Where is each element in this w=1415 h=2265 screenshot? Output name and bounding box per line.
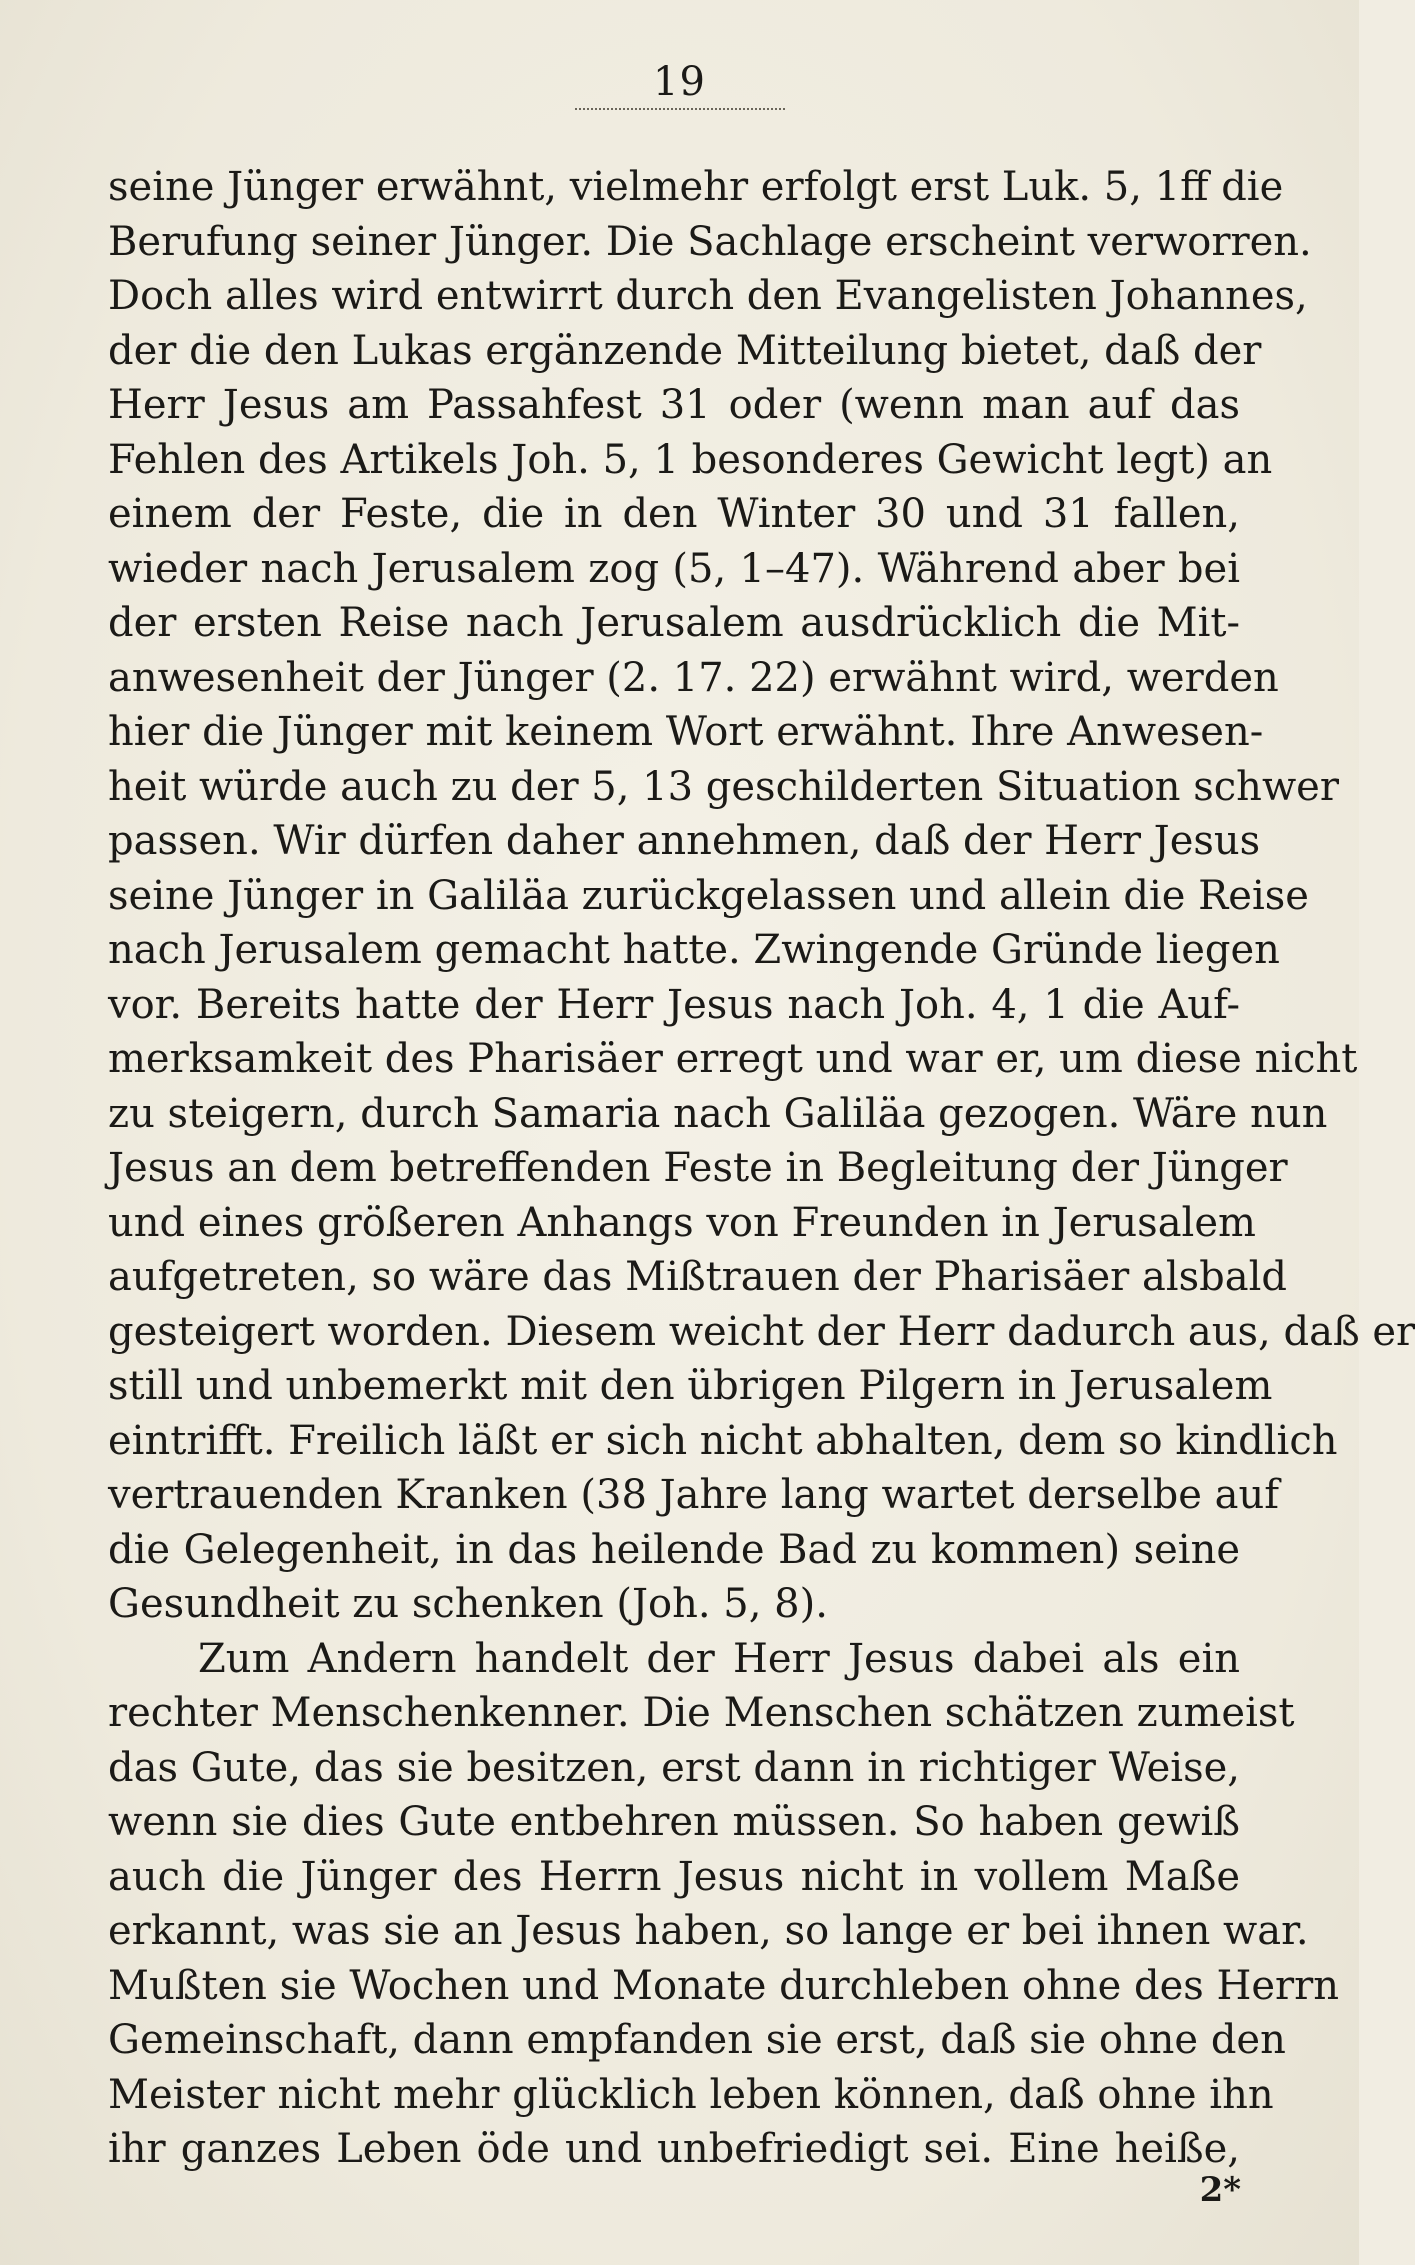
- text-line: wenn sie dies Gute entbehren müssen. So haben gewiß: [108, 1799, 1240, 1845]
- text-line: gesteigert worden. Diesem weicht der Herr dadurch aus, daß er: [108, 1308, 1415, 1355]
- text-line: merksamkeit des Pharisäer erregt und war er, um diese nicht: [108, 1036, 1358, 1082]
- printer-signature-mark: 2*: [1199, 2170, 1241, 2210]
- text-line: nach Jerusalem gemacht hatte. Zwingende Gründe liegen: [108, 927, 1280, 973]
- text-line: hier die Jünger mit keinem Wort erwähnt. Ihre Anwesen-: [108, 709, 1264, 755]
- paragraph-end-line: Gesundheit zu schenken (Joh. 5, 8).: [108, 1581, 828, 1627]
- text-line: passen. Wir dürfen daher annehmen, daß der Herr Jesus: [108, 818, 1261, 864]
- text-line: seine Jünger in Galiläa zurückgelassen und allein die Reise: [108, 872, 1309, 919]
- text-line: Gemeinschaft, dann empfanden sie erst, daß sie ohne den: [108, 2017, 1286, 2063]
- text-line: vor. Bereits hatte der Herr Jesus nach Joh. 4, 1 die Auf-: [108, 981, 1240, 1028]
- text-line: Fehlen des Artikels Joh. 5, 1 besonderes Gewicht legt) an: [108, 436, 1273, 483]
- text-line: wieder nach Jerusalem zog (5, 1–47). Während aber bei: [108, 545, 1240, 592]
- text-line: eintrifft. Freilich läßt er sich nicht abhalten, dem so kindlich: [108, 1417, 1338, 1464]
- text-line: und eines größeren Anhangs von Freunden in Jerusalem: [108, 1199, 1256, 1246]
- text-line: der ersten Reise nach Jerusalem ausdrücklich die Mit-: [108, 600, 1240, 646]
- text-line: heit würde auch zu der 5, 13 geschilderten Situation schwer: [108, 763, 1339, 810]
- text-line: der die den Lukas ergänzende Mitteilung bietet, daß der: [108, 327, 1262, 374]
- text-line: aufgetreten, so wäre das Mißtrauen der Pharisäer alsbald: [108, 1254, 1287, 1300]
- text-line: Doch alles wird entwirrt durch den Evangelisten Johannes,: [108, 273, 1308, 319]
- page-number: 19: [653, 59, 706, 105]
- header-ornament: [575, 108, 785, 120]
- text-line: zu steigern, durch Samaria nach Galiläa gezogen. Wäre nun: [108, 1090, 1328, 1137]
- text-line: rechter Menschenkenner. Die Menschen schätzen zumeist: [108, 1690, 1295, 1736]
- text-line: einem der Feste, die in den Winter 30 und 31 fallen,: [108, 491, 1240, 537]
- text-line: erkannt, was sie an Jesus haben, so lange er bei ihnen war.: [108, 1908, 1309, 1954]
- text-line: auch die Jünger des Herrn Jesus nicht in vollem Maße: [108, 1853, 1240, 1900]
- text-line: Meister nicht mehr glücklich leben können, daß ohne ihn: [108, 2071, 1274, 2118]
- body-text: [108, 160, 1415, 2177]
- text-line: anwesenheit der Jünger (2. 17. 22) erwähnt wird, werden: [108, 654, 1279, 701]
- text-line: Mußten sie Wochen und Monate durchleben ohne des Herrn: [108, 1962, 1340, 2009]
- text-line: das Gute, das sie besitzen, erst dann in richtiger Weise,: [108, 1744, 1240, 1791]
- text-line: ihr ganzes Leben öde und unbefriedigt sei. Eine heiße,: [108, 2126, 1240, 2172]
- paragraph-start-line: Zum Andern handelt der Herr Jesus dabei als ein: [198, 1635, 1240, 1682]
- text-line: still und unbemerkt mit den übrigen Pilgern in Jerusalem: [108, 1363, 1273, 1409]
- text-line: vertrauenden Kranken (38 Jahre lang wartet derselbe auf: [108, 1472, 1280, 1518]
- text-line: Berufung seiner Jünger. Die Sachlage erscheint verworren.: [108, 218, 1312, 265]
- text-line: seine Jünger erwähnt, vielmehr erfolgt erst Luk. 5, 1ff die: [108, 164, 1284, 210]
- text-line: Jesus an dem betreffenden Feste in Begleitung der Jünger: [108, 1145, 1288, 1191]
- text-line: Herr Jesus am Passahfest 31 oder (wenn man auf das: [108, 382, 1240, 428]
- text-line: die Gelegenheit, in das heilende Bad zu kommen) seine: [108, 1526, 1240, 1573]
